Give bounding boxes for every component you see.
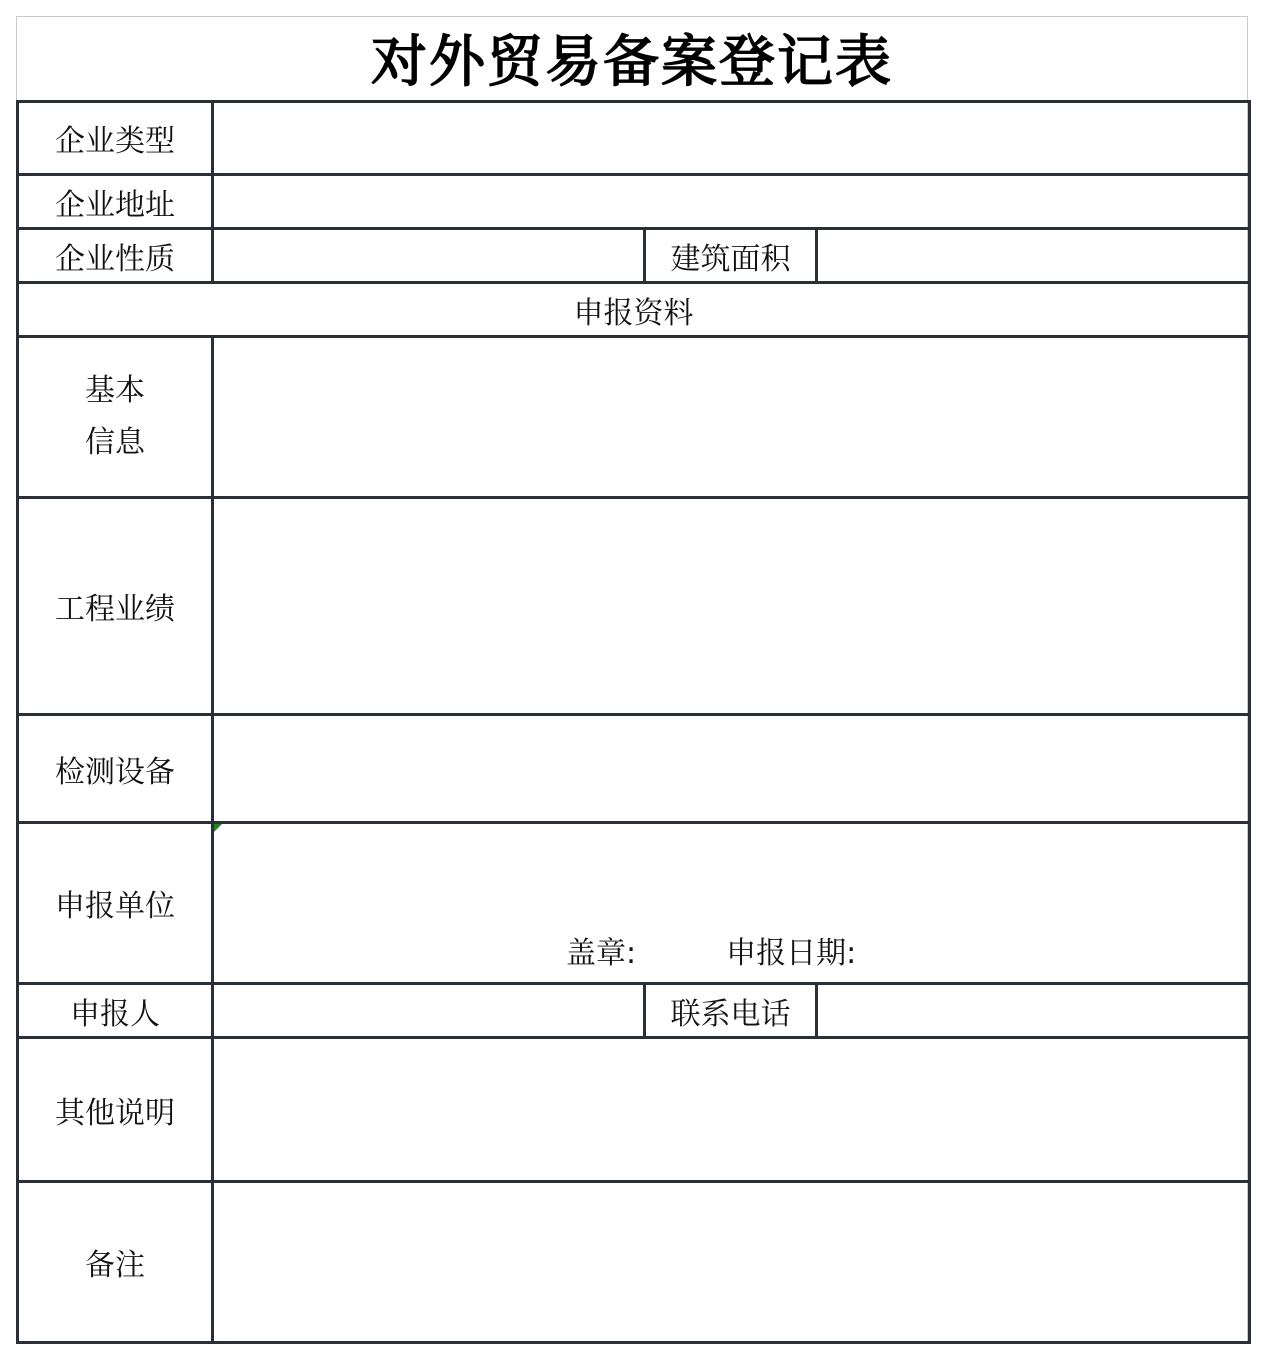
row-enterprise-type xyxy=(18,102,1250,175)
field-project-performance[interactable] xyxy=(213,498,1250,715)
row-other-notes xyxy=(18,1038,1250,1182)
row-applicant-unit xyxy=(18,823,1250,984)
label-other-notes: 其他说明 xyxy=(18,1038,213,1182)
label-basic-info xyxy=(18,337,213,498)
field-enterprise-address[interactable] xyxy=(213,175,1250,229)
label-basic-info-line1: 基本 xyxy=(85,373,145,408)
section-header-application-materials: 申报资料 xyxy=(18,283,1250,337)
field-other-notes[interactable] xyxy=(213,1038,1250,1182)
label-enterprise-nature: 企业性质 xyxy=(18,229,213,283)
seal-label: 盖章: xyxy=(566,936,637,971)
label-basic-info-line2: 信息 xyxy=(85,425,145,460)
field-applicant[interactable] xyxy=(213,984,645,1038)
application-date-label: 申报日期: xyxy=(726,936,857,971)
label-enterprise-type: 企业类型 xyxy=(18,102,213,175)
label-testing-equipment: 检测设备 xyxy=(18,715,213,823)
label-project-performance: 工程业绩 xyxy=(18,498,213,715)
field-enterprise-type[interactable] xyxy=(213,102,1250,175)
field-enterprise-nature[interactable] xyxy=(213,229,645,283)
row-application-materials xyxy=(18,283,1250,337)
label-remarks: 备注 xyxy=(18,1182,213,1343)
row-basic-info xyxy=(18,337,1250,498)
row-enterprise-nature xyxy=(18,229,1250,283)
label-contact-phone: 联系电话 xyxy=(645,984,817,1038)
field-building-area[interactable] xyxy=(817,229,1250,283)
field-testing-equipment[interactable] xyxy=(213,715,1250,823)
cell-comment-marker xyxy=(214,824,222,832)
label-building-area: 建筑面积 xyxy=(645,229,817,283)
row-project-performance xyxy=(18,498,1250,715)
field-applicant-unit[interactable] xyxy=(213,823,1250,984)
label-enterprise-address: 企业地址 xyxy=(18,175,213,229)
field-contact-phone[interactable] xyxy=(817,984,1250,1038)
field-remarks[interactable] xyxy=(213,1182,1250,1343)
label-applicant-unit: 申报单位 xyxy=(18,823,213,984)
row-enterprise-address xyxy=(18,175,1250,229)
registration-form-table xyxy=(16,100,1251,1344)
row-testing-equipment xyxy=(18,715,1250,823)
label-applicant: 申报人 xyxy=(18,984,213,1038)
form-title: 对外贸易备案登记表 xyxy=(371,30,893,95)
seal-date-line xyxy=(214,928,1248,972)
field-basic-info[interactable] xyxy=(213,337,1250,498)
row-applicant xyxy=(18,984,1250,1038)
row-remarks xyxy=(18,1182,1250,1343)
